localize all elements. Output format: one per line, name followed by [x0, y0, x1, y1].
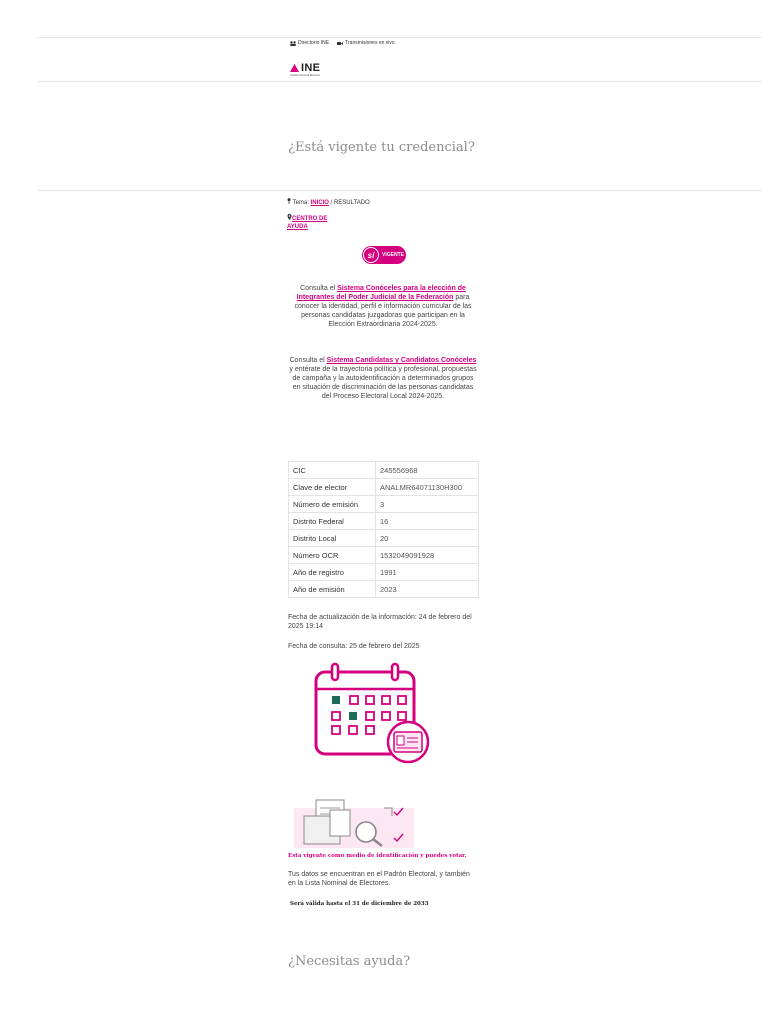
table-row: Número de emisión 3 — [289, 496, 479, 513]
help-center-link-line1[interactable]: CENTRO DE — [292, 216, 328, 222]
help-center-link-line2[interactable]: AYUDA — [287, 224, 308, 230]
conoceles-candidatos-paragraph: Consulta el Sistema Candidatas y Candidatos Conóceles y entérate de la trayectoria política y profesional, propuestas de campaña y la autoidentificación a determinados grupos en situación de discriminación de las personas candidatas del Proceso Electoral Local 2024-2025. — [289, 357, 477, 400]
conoceles-judicial-link[interactable]: Sistema Conóceles para la elección de Integrantes del Poder Judicial de la Federación — [296, 285, 466, 301]
table-row: Número OCR 1532049091928 — [289, 547, 479, 564]
valid-until: Será válida hasta el 31 de diciembre de 2033 — [290, 901, 429, 907]
directory-icon — [290, 41, 296, 46]
ine-logo[interactable] — [290, 62, 320, 77]
help-title: ¿Necesitas ayuda? — [288, 954, 411, 969]
conoceles-judicial-paragraph: Consulta el Sistema Conóceles para la elección de Integrantes del Poder Judicial de la Federación para conocer la identidad, perfil e información curricular de las personas candidatas juzgadoras que participan en la Elección Extraordinaria 2024-2025. — [294, 285, 472, 328]
directory-link[interactable]: Directorio INE — [290, 40, 329, 46]
table-row: Distrito Local 20 — [289, 530, 479, 547]
table-row: Distrito Federal 16 — [289, 513, 479, 530]
conoceles-candidatos-link[interactable]: Sistema Candidatas y Candidatos Conóceles — [326, 357, 477, 364]
logo-subtitle: Instituto Nacional Electoral — [290, 74, 320, 77]
breadcrumb-home-link[interactable]: INICIO — [310, 200, 329, 206]
vigente-badge — [362, 246, 406, 264]
pin-icon — [287, 198, 291, 204]
credential-data-table — [288, 461, 479, 598]
breadcrumb-current: RESULTADO — [333, 200, 370, 206]
breadcrumb: Tema: INICIO / RESULTADO — [287, 198, 370, 206]
calendar-illustration — [312, 662, 432, 774]
update-date: Fecha de actualización de la información: 24 de febrero del 2025 19:14 — [288, 614, 472, 630]
header-divider — [37, 81, 761, 82]
documents-illustration — [294, 798, 416, 850]
top-divider — [37, 37, 761, 38]
vigente-label: VIGENTE — [382, 252, 404, 258]
consult-date: Fecha de consulta: 25 de febrero del 2025 — [288, 643, 420, 650]
top-bar — [290, 40, 395, 46]
padron-message: Tus datos se encuentran en el Padrón Electoral, y también en la Lista Nominal de Electores. — [288, 871, 470, 887]
si-mark: sí — [363, 247, 379, 263]
hero-divider — [37, 190, 761, 191]
live-link[interactable]: Transmisiones en vivo — [337, 40, 395, 46]
table-row: Año de emisión 2023 — [289, 581, 479, 598]
live-camera-icon — [337, 41, 343, 46]
ine-logo-icon — [290, 64, 299, 72]
table-row: CIC 245556968 — [289, 462, 479, 479]
status-message: Esta vigente como medio de identificación y puedes votar. — [288, 853, 467, 859]
page-title: ¿Está vigente tu credencial? — [288, 140, 475, 155]
help-center[interactable] — [287, 214, 327, 231]
table-row: Clave de elector ANALMR64071130H300 — [289, 479, 479, 496]
table-row: Año de registro 1991 — [289, 564, 479, 581]
logo-word: INE — [301, 62, 321, 74]
